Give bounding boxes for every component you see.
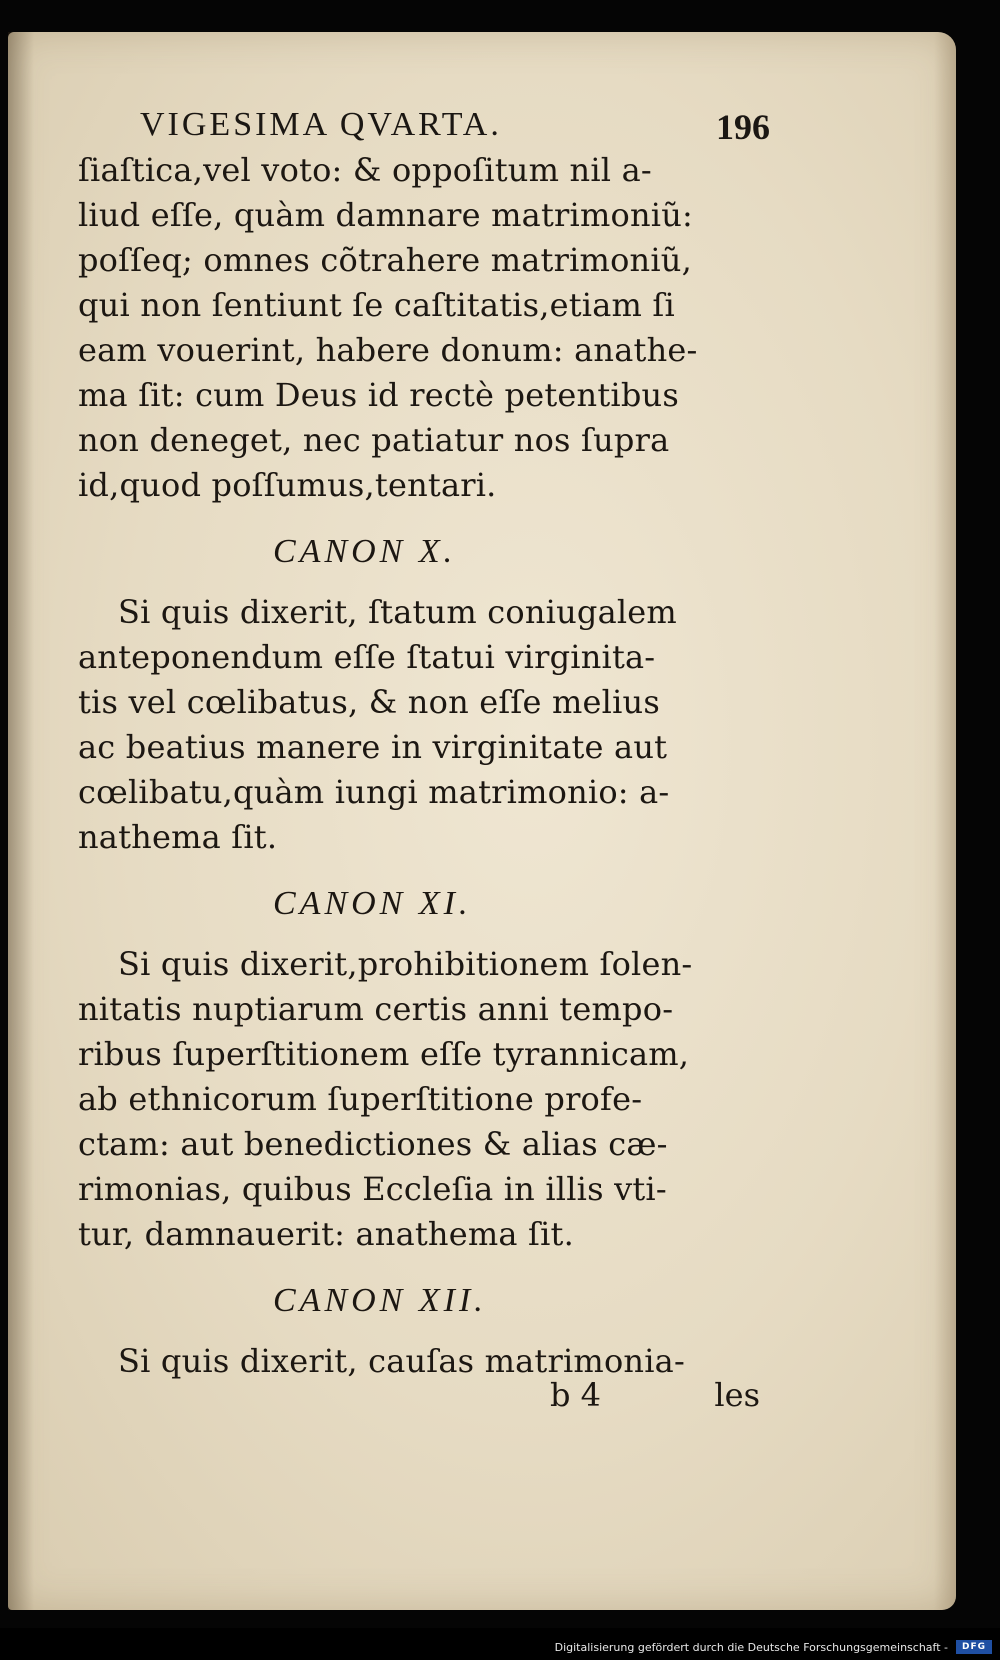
attribution-text: Digitalisierung gefördert durch die Deutsche Forschungsgemeinschaft - bbox=[554, 1641, 948, 1654]
text-line: nathema ſit. bbox=[78, 818, 278, 856]
catchword: les bbox=[714, 1376, 760, 1414]
text-line: rimonias, quibus Eccleſia in illis vti- bbox=[78, 1170, 667, 1208]
text-line: ma ſit: cum Deus id rectè petentibus bbox=[78, 376, 679, 414]
text-line: nitatis nuptiarum certis anni tempo- bbox=[78, 990, 674, 1028]
canon-heading: CANON XII. bbox=[273, 1282, 487, 1319]
text-line: Si quis dixerit,prohibitionem ſolen- bbox=[118, 945, 693, 983]
gutter-shadow bbox=[8, 32, 34, 1610]
running-title: VIGESIMA QVARTA. bbox=[140, 106, 502, 143]
continued-paragraph bbox=[78, 148, 768, 508]
attribution-bar bbox=[0, 1628, 1000, 1660]
text-line: anteponendum eſſe ſtatui virginita- bbox=[78, 638, 656, 676]
text-line: Si quis dixerit, ſtatum coniugalem bbox=[118, 593, 677, 631]
text-line: ac beatius manere in virginitate aut bbox=[78, 728, 668, 766]
text-line: ſiaſtica,vel voto: & oppoſitum nil a- bbox=[78, 151, 652, 189]
text-line: cœlibatu,quàm iungi matrimonio: a- bbox=[78, 773, 670, 811]
text-block bbox=[78, 148, 768, 1384]
text-line: poſſeq; omnes cõtrahere matrimoniũ, bbox=[78, 241, 692, 279]
text-line: qui non ſentiunt ſe caſtitatis,etiam ſi bbox=[78, 286, 675, 324]
text-line: Si quis dixerit, cauſas matrimonia- bbox=[118, 1342, 685, 1380]
page-edge bbox=[934, 32, 956, 1610]
catch-line bbox=[520, 1376, 780, 1420]
dfg-logo-icon: DFG bbox=[956, 1640, 992, 1654]
canon-heading: CANON X. bbox=[273, 533, 457, 570]
text-line: non deneget, nec patiatur nos ſupra bbox=[78, 421, 670, 459]
canon-section-xi bbox=[78, 874, 768, 1257]
text-line: ctam: aut benedictiones & alias cæ- bbox=[78, 1125, 668, 1163]
text-line: id,quod poſſumus,tentari. bbox=[78, 466, 497, 504]
text-line: ab ethnicorum ſuperſtitione profe- bbox=[78, 1080, 643, 1118]
canon-section-x bbox=[78, 522, 768, 860]
page-number: 196 bbox=[716, 107, 770, 147]
text-line: tur, damnauerit: anathema ſit. bbox=[78, 1215, 574, 1253]
text-line: eam vouerint, habere donum: anathe- bbox=[78, 331, 698, 369]
canon-section-xii bbox=[78, 1271, 768, 1384]
canon-heading: CANON XI. bbox=[273, 885, 472, 922]
text-line: tis vel cœlibatus, & non eſſe melius bbox=[78, 683, 660, 721]
text-line: ribus ſuperſtitionem eſſe tyrannicam, bbox=[78, 1035, 690, 1073]
signature-mark: b 4 bbox=[550, 1376, 602, 1414]
text-line: liud eſſe, quàm damnare matrimoniũ: bbox=[78, 196, 693, 234]
running-head bbox=[140, 78, 770, 147]
